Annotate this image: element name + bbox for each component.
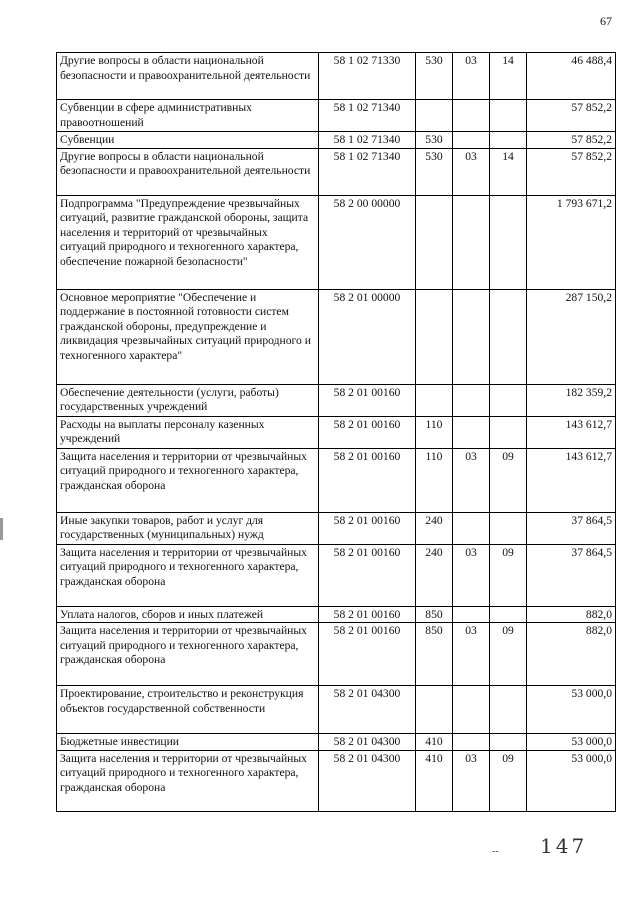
cell-expense-type bbox=[416, 195, 453, 289]
table-row bbox=[57, 132, 616, 149]
cell-name: Субвенции bbox=[57, 132, 319, 149]
cell-amount: 182 359,2 bbox=[527, 384, 616, 416]
cell-expense-type bbox=[416, 384, 453, 416]
cell-section bbox=[453, 384, 490, 416]
cell-subsection bbox=[490, 512, 527, 544]
cell-target-code: 58 2 01 04300 bbox=[319, 686, 416, 734]
cell-subsection: 09 bbox=[490, 750, 527, 811]
cell-name: Защита населения и территории от чрезвычайных ситуаций природного и техногенного характера, гражданская оборона bbox=[57, 623, 319, 686]
cell-target-code: 58 2 01 04300 bbox=[319, 750, 416, 811]
cell-name: Бюджетные инвестиции bbox=[57, 734, 319, 751]
cell-section bbox=[453, 132, 490, 149]
cell-name: Субвенции в сфере административных правоотношений bbox=[57, 100, 319, 132]
cell-expense-type bbox=[416, 686, 453, 734]
table-row bbox=[57, 416, 616, 448]
cell-target-code: 58 1 02 71330 bbox=[319, 53, 416, 100]
cell-target-code: 58 1 02 71340 bbox=[319, 132, 416, 149]
cell-amount: 882,0 bbox=[527, 606, 616, 623]
cell-subsection: 14 bbox=[490, 148, 527, 195]
cell-amount: 37 864,5 bbox=[527, 544, 616, 606]
cell-amount: 57 852,2 bbox=[527, 100, 616, 132]
cell-expense-type: 850 bbox=[416, 623, 453, 686]
cell-expense-type: 240 bbox=[416, 512, 453, 544]
cell-subsection bbox=[490, 100, 527, 132]
table-row bbox=[57, 623, 616, 686]
table-row bbox=[57, 606, 616, 623]
cell-expense-type: 850 bbox=[416, 606, 453, 623]
cell-target-code: 58 1 02 71340 bbox=[319, 100, 416, 132]
cell-target-code: 58 2 01 00160 bbox=[319, 606, 416, 623]
cell-section: 03 bbox=[453, 623, 490, 686]
cell-section bbox=[453, 416, 490, 448]
table-row bbox=[57, 544, 616, 606]
table-row bbox=[57, 750, 616, 811]
cell-amount: 143 612,7 bbox=[527, 448, 616, 512]
cell-subsection bbox=[490, 606, 527, 623]
cell-name: Другие вопросы в области национальной безопасности и правоохранительной деятельности bbox=[57, 53, 319, 100]
cell-subsection bbox=[490, 289, 527, 384]
cell-subsection: 09 bbox=[490, 623, 527, 686]
cell-subsection bbox=[490, 734, 527, 751]
table-row bbox=[57, 686, 616, 734]
cell-expense-type: 530 bbox=[416, 148, 453, 195]
cell-amount: 1 793 671,2 bbox=[527, 195, 616, 289]
cell-name: Подпрограмма "Предупреждение чрезвычайных ситуаций, развитие гражданской обороны, защита населения и территорий от чрезвычайных ситуаций природного и техногенного характера, обеспечение пожарной безопасности" bbox=[57, 195, 319, 289]
cell-subsection: 09 bbox=[490, 544, 527, 606]
cell-name: Другие вопросы в области национальной безопасности и правоохранительной деятельности bbox=[57, 148, 319, 195]
cell-target-code: 58 2 01 00160 bbox=[319, 544, 416, 606]
cell-section: 03 bbox=[453, 544, 490, 606]
cell-amount: 53 000,0 bbox=[527, 686, 616, 734]
cell-subsection bbox=[490, 195, 527, 289]
cell-name: Защита населения и территории от чрезвычайных ситуаций природного и техногенного характера, гражданская оборона bbox=[57, 750, 319, 811]
table-row bbox=[57, 289, 616, 384]
cell-section bbox=[453, 195, 490, 289]
cell-name: Основное мероприятие "Обеспечение и поддержание в постоянной готовности систем гражданской обороны, предупреждение и ликвидация чрезвычайных ситуаций природного и техногенного характера" bbox=[57, 289, 319, 384]
cell-amount: 53 000,0 bbox=[527, 750, 616, 811]
cell-target-code: 58 2 01 04300 bbox=[319, 734, 416, 751]
cell-section bbox=[453, 289, 490, 384]
cell-amount: 37 864,5 bbox=[527, 512, 616, 544]
table-row bbox=[57, 53, 616, 100]
scan-margin-mark bbox=[0, 518, 3, 540]
cell-subsection: 09 bbox=[490, 448, 527, 512]
cell-amount: 57 852,2 bbox=[527, 132, 616, 149]
cell-subsection bbox=[490, 384, 527, 416]
table-row bbox=[57, 148, 616, 195]
cell-subsection bbox=[490, 132, 527, 149]
cell-expense-type: 110 bbox=[416, 448, 453, 512]
cell-expense-type: 410 bbox=[416, 734, 453, 751]
cell-name: Иные закупки товаров, работ и услуг для государственных (муниципальных) нужд bbox=[57, 512, 319, 544]
cell-target-code: 58 2 00 00000 bbox=[319, 195, 416, 289]
cell-target-code: 58 2 01 00000 bbox=[319, 289, 416, 384]
cell-expense-type: 110 bbox=[416, 416, 453, 448]
cell-name: Защита населения и территории от чрезвычайных ситуаций природного и техногенного характера, гражданская оборона bbox=[57, 448, 319, 512]
cell-name: Проектирование, строительство и реконструкция объектов государственной собственности bbox=[57, 686, 319, 734]
cell-expense-type: 410 bbox=[416, 750, 453, 811]
cell-expense-type bbox=[416, 289, 453, 384]
table-row bbox=[57, 100, 616, 132]
cell-section bbox=[453, 606, 490, 623]
cell-expense-type bbox=[416, 100, 453, 132]
budget-table-body bbox=[57, 53, 616, 812]
footer-handwritten-number: 147 bbox=[540, 834, 588, 858]
cell-name: Обеспечение деятельности (услуги, работы) государственных учреждений bbox=[57, 384, 319, 416]
page-number: 67 bbox=[600, 14, 612, 28]
cell-amount: 287 150,2 bbox=[527, 289, 616, 384]
table-row bbox=[57, 512, 616, 544]
table-row bbox=[57, 448, 616, 512]
cell-section: 03 bbox=[453, 750, 490, 811]
cell-section bbox=[453, 686, 490, 734]
cell-target-code: 58 2 01 00160 bbox=[319, 623, 416, 686]
cell-amount: 53 000,0 bbox=[527, 734, 616, 751]
table-row bbox=[57, 195, 616, 289]
cell-section: 03 bbox=[453, 53, 490, 100]
cell-target-code: 58 2 01 00160 bbox=[319, 448, 416, 512]
cell-target-code: 58 2 01 00160 bbox=[319, 416, 416, 448]
cell-amount: 143 612,7 bbox=[527, 416, 616, 448]
table-row bbox=[57, 384, 616, 416]
cell-subsection bbox=[490, 686, 527, 734]
cell-expense-type: 530 bbox=[416, 132, 453, 149]
cell-target-code: 58 1 02 71340 bbox=[319, 148, 416, 195]
cell-name: Защита населения и территории от чрезвычайных ситуаций природного и техногенного характера, гражданская оборона bbox=[57, 544, 319, 606]
cell-section bbox=[453, 512, 490, 544]
cell-expense-type: 240 bbox=[416, 544, 453, 606]
footer-dash: -- bbox=[492, 846, 499, 857]
cell-section: 03 bbox=[453, 448, 490, 512]
cell-section bbox=[453, 100, 490, 132]
cell-section: 03 bbox=[453, 148, 490, 195]
cell-amount: 46 488,4 bbox=[527, 53, 616, 100]
table-row bbox=[57, 734, 616, 751]
cell-subsection: 14 bbox=[490, 53, 527, 100]
cell-subsection bbox=[490, 416, 527, 448]
cell-expense-type: 530 bbox=[416, 53, 453, 100]
cell-name: Уплата налогов, сборов и иных платежей bbox=[57, 606, 319, 623]
cell-name: Расходы на выплаты персоналу казенных учреждений bbox=[57, 416, 319, 448]
budget-table bbox=[56, 52, 616, 812]
cell-amount: 57 852,2 bbox=[527, 148, 616, 195]
cell-amount: 882,0 bbox=[527, 623, 616, 686]
cell-section bbox=[453, 734, 490, 751]
cell-target-code: 58 2 01 00160 bbox=[319, 512, 416, 544]
cell-target-code: 58 2 01 00160 bbox=[319, 384, 416, 416]
